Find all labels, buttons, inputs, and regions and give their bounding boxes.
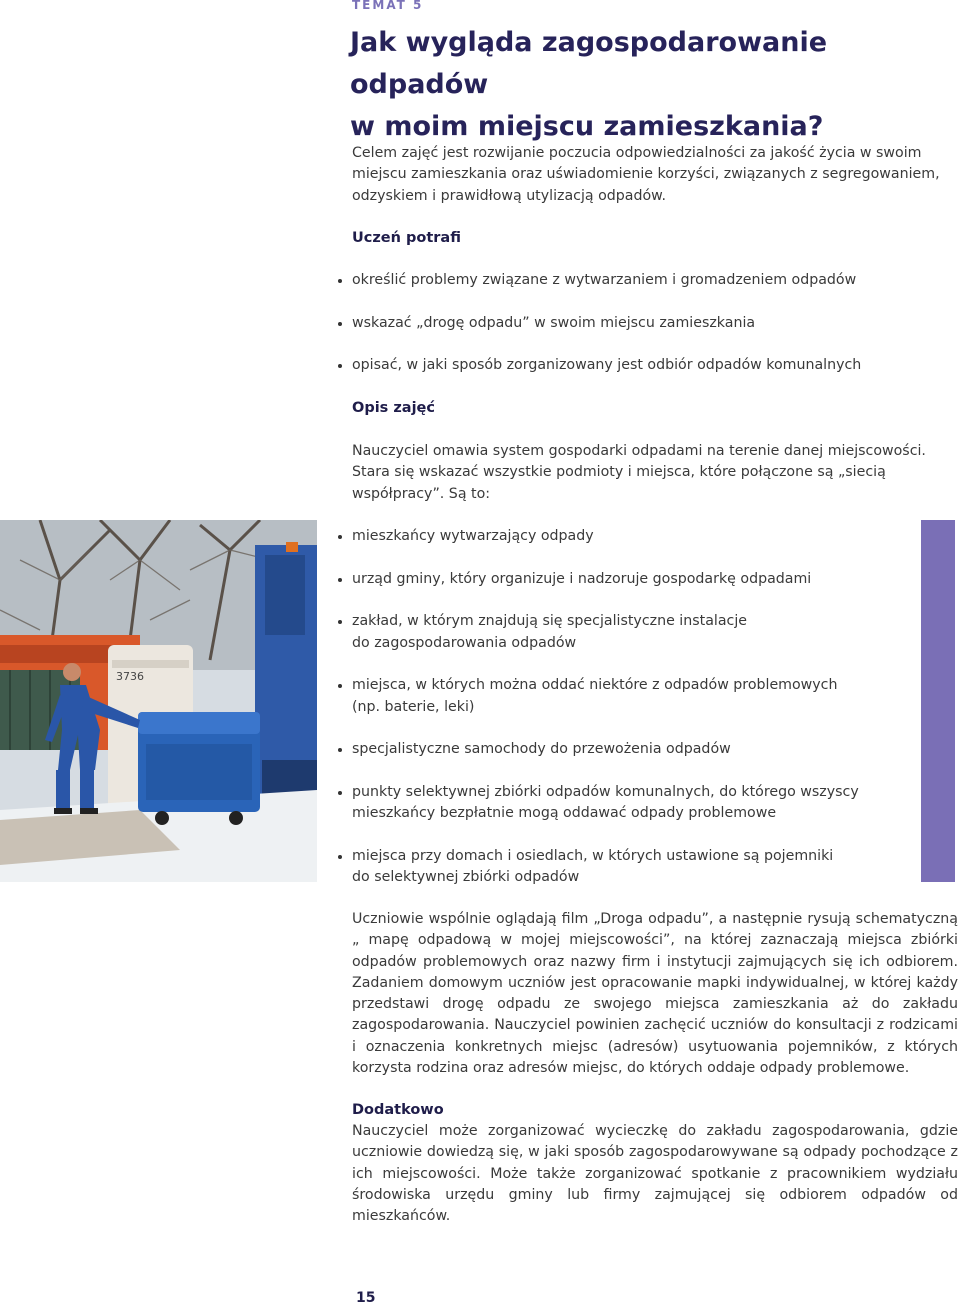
photo-waste-worker: [0, 520, 317, 882]
extra-heading: Dodatkowo: [352, 1102, 444, 1118]
page-title-line-1: Jak wygląda zagospodarowanie odpadów: [350, 27, 828, 100]
extra-text: Nauczyciel może zorganizować wycieczkę do zakładu zagospodarowania, gdzie uczniowie dowiedzą się, w jaki sposób zagospodarowywane są odpady pochodzące z ich miejscowości. Może także zorganizować spotkanie z pracownikiem wydziału środowiska urzędu gminy lub firmy zajmującej się odbiorem odpadów od mieszkańców.: [352, 1123, 958, 1225]
accent-sidebar: [921, 520, 955, 882]
lesson-heading: Opis zajęć: [352, 400, 435, 416]
lesson-text: Nauczyciel omawia system gospodarki odpadami na terenie danej miejscowości. Stara się wskazać wszystkie podmioty i miejsca, które połączone są „siecią współpracy”. Są to:: [352, 443, 926, 502]
skills-heading: Uczeń potrafi: [352, 230, 461, 246]
list-item: miejsca, w których można oddać niektóre z odpadów problemowych (np. baterie, leki): [352, 675, 847, 718]
list-item: opisać, w jaki sposób zorganizowany jest odbiór odpadów komunalnych: [352, 355, 958, 376]
intro-text: Celem zajęć jest rozwijanie poczucia odpowiedzialności za jakość życia w swoim miejscu zamieszkania oraz uświadomienie korzyści, związanych z segregowaniem, odzyskiem i prawidłową utylizacją odpadów.: [352, 145, 940, 204]
page-title: [350, 22, 950, 148]
page-number: 15: [356, 1290, 376, 1306]
list-item: urząd gminy, który organizuje i nadzoruje gospodarkę odpadami: [352, 569, 958, 590]
activity-text: Uczniowie wspólnie oglądają film „Droga odpadu”, a następnie rysują schematyczną „ mapę odpadową w mojej miejscowości”, na której zaznaczają miejsca zbiórki odpadów problemowych oraz nazwy firm i instytucji zajmujących się ich odbiorem. Zadaniem domowym uczniów jest opracowanie mapki indywidualnej, w której każdy przedstawi drogę odpadu ze swojego miejsca zamieszkania aż do zakładu zagospodarowania. Nauczyciel powinien zachęcić uczniów do konsultacji z rodzicami i oznaczenia konkretnych miejsc (adresów) usytuowania pojemników, z których korzysta rodzina oraz adresów miejsc, do których oddaje odpady problemowe.: [352, 911, 958, 1077]
topic-label: TEMAT 5: [352, 0, 424, 12]
photo-illustration: [0, 520, 317, 882]
skills-list: [352, 270, 958, 377]
list-item: mieszkańcy wytwarzający odpady: [352, 526, 958, 547]
list-item: zakład, w którym znajdują się specjalistyczne instalacje do zagospodarowania odpadów: [352, 611, 762, 654]
photo-sign-text: 3736: [116, 670, 144, 683]
list-item: wskazać „drogę odpadu” w swoim miejscu zamieszkania: [352, 313, 958, 334]
list-item: określić problemy związane z wytwarzaniem i gromadzeniem odpadów: [352, 270, 958, 291]
list-item: punkty selektywnej zbiórki odpadów komunalnych, do którego wszyscy mieszkańcy bezpłatnie mogą oddawać odpady problemowe: [352, 782, 872, 825]
list-item: miejsca przy domach i osiedlach, w których ustawione są pojemniki do selektywnej zbiórki odpadów: [352, 846, 842, 889]
list-item: specjalistyczne samochody do przewożenia odpadów: [352, 739, 958, 760]
stakeholders-list: [352, 526, 958, 889]
page-title-line-2: w moim miejscu zamieszkania?: [350, 111, 824, 142]
